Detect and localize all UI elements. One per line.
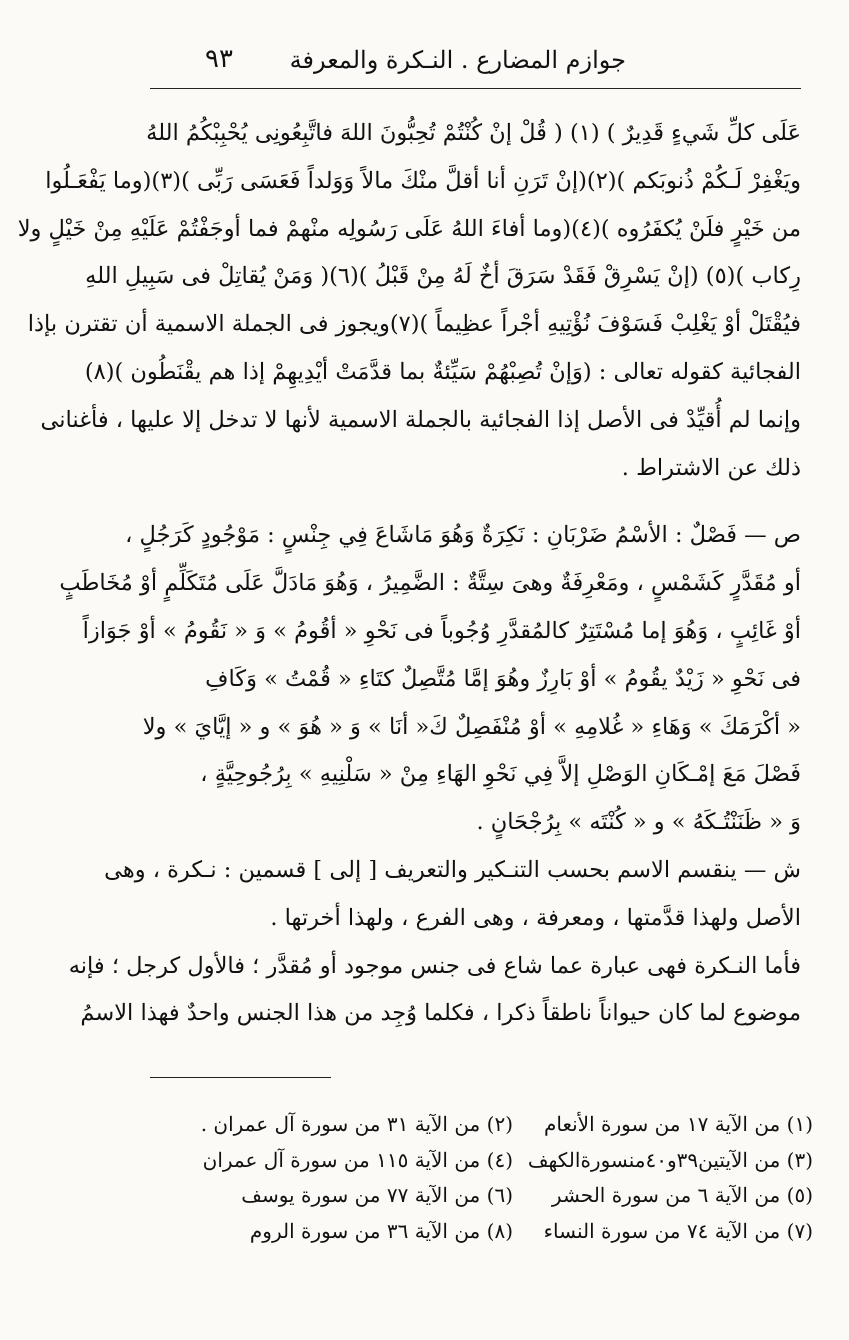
main-text bbox=[17, 110, 801, 1038]
text-line: ويَغْفِرْ لَـكُمْ ذُنوبَكم )(٢)(إنْ تَرَنِ أنا أقلَّ منْكَ مالاً وَوَلداً فَعَسَى رَبِّى )(٣)(وما يَفْعَـلُوا bbox=[45, 167, 801, 194]
footnote-item: (١) من الآية ١٧ من سورة الأنعام bbox=[543, 1112, 813, 1136]
text-line: أو مُقَدَّرٍ كَشَمْسٍ ، ومَعْرِفَةٌ وهىَ سِتَّةٌ : الضَّمِيرُ ، وَهُوَ مَادَلَّ عَلَى مُتَكَلِّمٍ أوْ مُخَاطَبٍ bbox=[59, 570, 801, 597]
text-line: فى نَحْوِ « زَيْدٌ يقُومُ » أوْ بَارِزٌ وهُوَ إمَّا مُتَّصِلٌ كتَاءِ « قُمْتُ » وَكَافِ bbox=[205, 665, 801, 692]
page-number: ٩٣ bbox=[205, 44, 233, 74]
footnote-row bbox=[148, 1107, 813, 1143]
text-line: من خَيْرٍ فلَنْ يُكفَرُوه )(٤)(وما أفاءَ اللهُ عَلَى رَسُولِه منْهمْ فما أوجَفْتُمْ عَلَيْهِ مِنْ خَيْلٍ ولا bbox=[17, 215, 801, 242]
text-line: ص — فَصْلٌ : الأسْمُ ضَرْبَانِ : نَكِرَةٌ وَهُوَ مَاشَاعَ فِي جِنْسٍ : مَوْجُودٍ كَرَجُلٍ ، bbox=[125, 522, 801, 549]
footnotes bbox=[148, 1107, 813, 1249]
footnote-item: (٥) من الآية ٦ من سورة الحشر bbox=[551, 1183, 813, 1207]
text-line: ش — ينقسم الاسم بحسب التنـكير والتعريف [ إلى ] قسمين : نـكرة ، وهى bbox=[104, 856, 801, 883]
footnote-item: (٨) من الآية ٣٦ من سورة الروم bbox=[249, 1218, 513, 1243]
text-line: ذلك عن الاشتراط . bbox=[621, 454, 801, 481]
text-line: رِكاب )(٥) (إنْ يَسْرِقْ فَقَدْ سَرَقَ أخٌ لَهُ مِنْ قَبْلُ )(٦)( وَمَنْ يُقاتِلْ فى سَبِيلِ اللهِ bbox=[85, 263, 801, 290]
text-line: فيُقْتَلْ أوْ يَغْلِبْ فَسَوْفَ نُؤْتِيهِ أجْراً عظِيماً )(٧)ويجوز فى الجملة الاسمية أن تقترن بإذا bbox=[27, 311, 801, 338]
text-line: الفجائية كقوله تعالى : (وَإنْ تُصِبْهُمْ سَيِّئةٌ بما قدَّمَتْ أيْدِيهِمْ إذا هم يقْنَطُون )(٨) bbox=[84, 358, 801, 385]
header-title: جوازم المضارع . النـكرة والمعرفة bbox=[289, 46, 626, 74]
footnote-row bbox=[148, 1214, 813, 1250]
footnote-item: (٣) من الآيتين٣٩و٤٠منسورةالكهف bbox=[527, 1147, 813, 1172]
footnote-item: (٤) من الآية ١١٥ من سورة آل عمران bbox=[202, 1147, 513, 1172]
text-line: وإنما لم أُقيِّدْ فى الأصل إذا الفجائية بالجملة الاسمية لأنها لا تدخل إلا عليها ، فأغنانى bbox=[40, 406, 801, 433]
footnote-item: (٧) من الآية ٧٤ من سورة النساء bbox=[543, 1218, 813, 1243]
footnote-item: (٦) من الآية ٧٧ من سورة يوسف bbox=[241, 1183, 513, 1207]
text-line: « أكْرَمَكَ » وَهَاءِ « غُلامِهِ » أوْ مُنْفَصِلٌ كَ« أنَا » وَ « هُوَ » و « إيَّايَ » ولا bbox=[142, 713, 801, 740]
text-line: عَلَى كلِّ شَيءٍ قَدِيرٌ ) (١) ( قُلْ إنْ كُنْتُمْ تُحِبُّونَ اللهَ فاتَّبِعُونِى يُحْبِبْكُمُ اللهُ bbox=[146, 120, 801, 146]
paragraph-gap bbox=[148, 492, 801, 512]
text-line: أوْ غَائِبٍ ، وَهُوَ إما مُسْتَتِرٌ كالمُقدَّرِ وُجُوباً فى نَحْوِ « أقُومُ » وَ « نَقُومُ » أوْ جَوَازاً bbox=[82, 617, 801, 644]
footnote-divider bbox=[150, 1077, 331, 1078]
text-line: الأصل ولهذا قدَّمتها ، ومعرفة ، وهى الفرع ، ولهذا أخرتها . bbox=[270, 904, 801, 931]
footnote-row bbox=[148, 1143, 813, 1179]
footnote-item: (٢) من الآية ٣١ من سورة آل عمران . bbox=[200, 1112, 513, 1136]
text-line: موضوع لما كان حيواناً ناطقاً ذكرا ، فكلما وُجِد من هذا الجنس واحدٌ فهذا الاسمُ bbox=[80, 1000, 801, 1027]
text-line: فَصْلَ مَعَ إمْـكَانِ الوَصْلِ إلاَّ فِي نَحْوِ الهَاءِ مِنْ « سَلْنِيهِ » بِرُجُوحِيَّةٍ ، bbox=[200, 761, 801, 788]
text-line: وَ « ظَنَنْتُـكَهُ » و « كُنْتَه » بِرُجْحَانٍ . bbox=[476, 809, 801, 836]
running-header bbox=[150, 42, 801, 89]
text-line: فأما النـكرة فهى عبارة عما شاع فى جنس موجود أو مُقدَّر ؛ فالأول كرجل ؛ فإنه bbox=[68, 952, 801, 979]
footnote-row bbox=[148, 1178, 813, 1214]
